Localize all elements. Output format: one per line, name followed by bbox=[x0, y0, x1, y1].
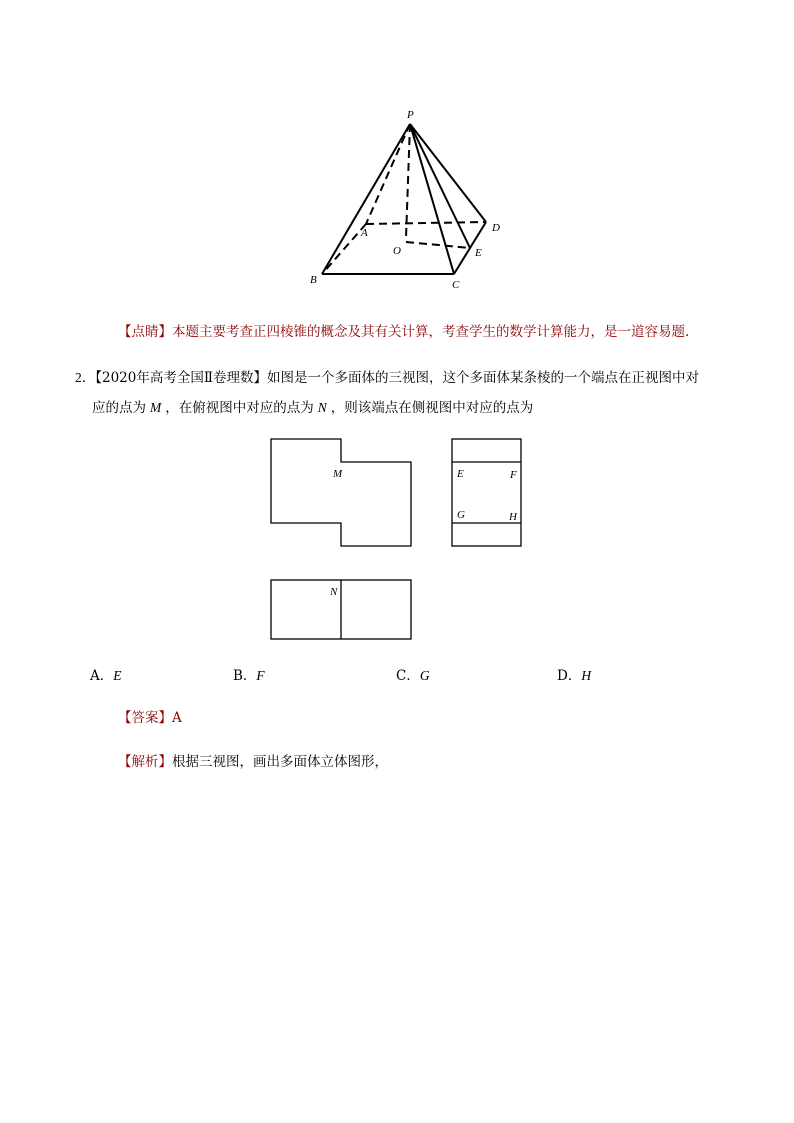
edge-PD bbox=[410, 124, 486, 222]
question-text-line2-b: ，在俯视图中对应的点为 bbox=[165, 400, 314, 416]
question-text-line1: 如图是一个多面体的三视图，这个多面体某条棱的一个端点在正视图中对 bbox=[267, 370, 700, 386]
three-views-svg bbox=[265, 432, 530, 647]
edge-PA-hidden bbox=[366, 124, 410, 224]
label-B: B bbox=[310, 274, 317, 286]
option-d-letter: D． bbox=[557, 668, 582, 684]
label-E-side: E bbox=[457, 468, 464, 480]
option-d-value: H bbox=[581, 668, 592, 683]
answer-value: A bbox=[172, 710, 182, 726]
dianjing-text: 本题主要考查正四棱锥的概念及其有关计算，考查学生的数学计算能力，是一道容易题. bbox=[172, 324, 690, 340]
pyramid-svg bbox=[300, 100, 520, 300]
question-number: 2． bbox=[75, 370, 96, 385]
question2-line1 bbox=[75, 368, 699, 388]
option-a-value: E bbox=[113, 668, 122, 683]
question2-line2 bbox=[92, 398, 533, 418]
label-F: F bbox=[510, 469, 517, 481]
side-view-outline bbox=[452, 439, 521, 546]
label-C: C bbox=[452, 279, 460, 291]
label-G: G bbox=[457, 509, 465, 521]
question-source-tag: 【2020年高考全国Ⅱ卷理数】 bbox=[95, 370, 268, 386]
answer-line bbox=[118, 708, 182, 728]
label-H: H bbox=[509, 511, 517, 523]
edge-AB-hidden bbox=[322, 224, 366, 274]
question-text-line2-a: 应的点为 bbox=[92, 400, 146, 416]
label-D: D bbox=[492, 222, 500, 234]
dianjing-paragraph bbox=[118, 322, 689, 342]
label-A: A bbox=[361, 227, 368, 239]
analysis-tag: 【解析】 bbox=[118, 754, 172, 770]
three-views-figure bbox=[265, 432, 530, 647]
option-c-value: G bbox=[419, 668, 430, 683]
label-P: P bbox=[407, 109, 414, 121]
question-text-line2-c: ，则该端点在侧视图中对应的点为 bbox=[330, 400, 534, 416]
label-N: N bbox=[330, 586, 338, 598]
option-d[interactable] bbox=[557, 664, 591, 684]
option-a-letter: A． bbox=[90, 668, 114, 684]
edge-OE-hidden bbox=[406, 242, 470, 248]
label-O: O bbox=[393, 245, 401, 257]
option-c[interactable] bbox=[396, 664, 430, 684]
option-b-value: F bbox=[256, 668, 265, 683]
label-E: E bbox=[475, 247, 482, 259]
analysis-line bbox=[118, 752, 388, 772]
option-c-letter: C． bbox=[396, 668, 420, 684]
analysis-text: 根据三视图，画出多面体立体图形， bbox=[172, 754, 388, 770]
answer-tag: 【答案】 bbox=[118, 710, 172, 726]
var-M: M bbox=[150, 400, 162, 415]
dianjing-tag: 【点睛】 bbox=[118, 324, 172, 340]
pyramid-figure bbox=[300, 100, 520, 300]
edge-AD-hidden bbox=[366, 222, 486, 224]
label-M: M bbox=[333, 468, 343, 480]
option-b-letter: B． bbox=[233, 668, 257, 684]
var-N: N bbox=[317, 400, 327, 415]
front-view-outline bbox=[271, 439, 411, 546]
option-b[interactable] bbox=[233, 664, 265, 684]
edge-PO-hidden bbox=[406, 124, 410, 238]
option-a[interactable] bbox=[90, 664, 122, 684]
